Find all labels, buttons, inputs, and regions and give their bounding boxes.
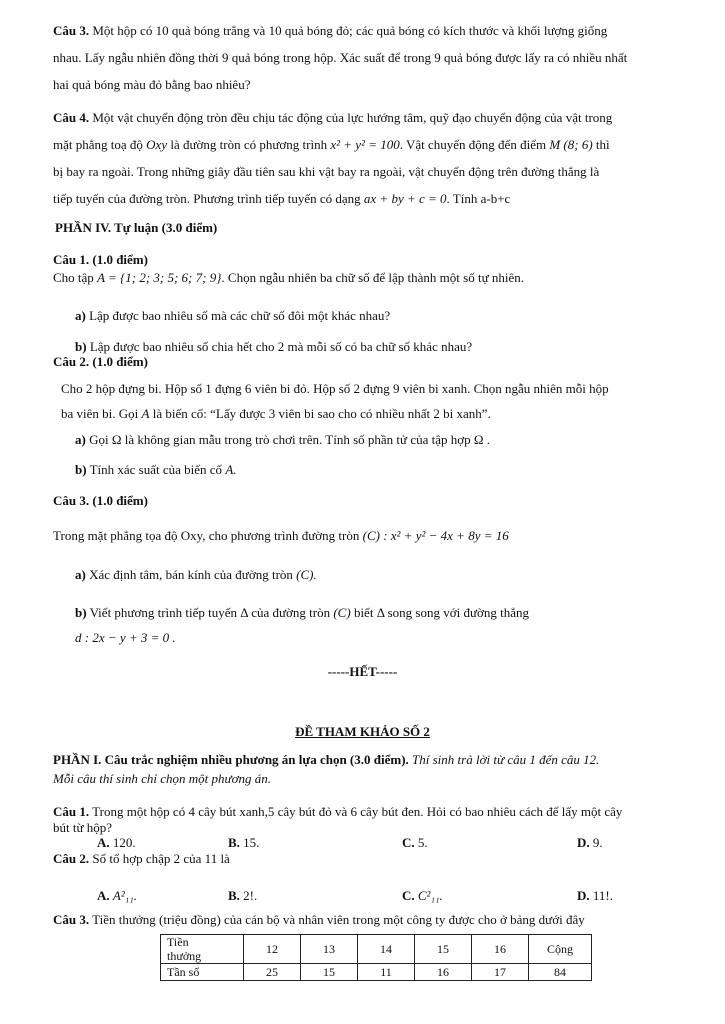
part-4-question-3-line-1: Trong mặt phẳng tọa độ Oxy, cho phương trình đường tròn (C) : x² + y² − 4x + 8y = 16: [53, 528, 509, 543]
exam-2-question-1-option-b: B. 15.: [228, 835, 260, 850]
exam-2-question-1-option-c: C. 5.: [402, 835, 428, 850]
table-row: [161, 964, 592, 981]
part-4-question-2-a: a) Gọi Ω là không gian mẫu trong trò chơi trên. Tính số phần tử của tập hợp Ω .: [75, 432, 491, 447]
part-4-question-3-title: Câu 3. (1.0 điểm): [53, 493, 148, 508]
exam-2-question-2-line: Câu 2. Số tổ hợp chập 2 của 11 là: [53, 851, 230, 866]
part-4-question-1-title: Câu 1. (1.0 điểm): [53, 252, 148, 267]
part-4-question-2-b: b) Tính xác suất của biến cố A.: [75, 462, 237, 477]
question-3-line-2: nhau. Lấy ngẫu nhiên đồng thời 9 quả bóng trong hộp. Xác suất để trong 9 quả bóng được lấy ra có nhiều nhất: [53, 50, 628, 65]
table-header-bonus: Tiền thưởng: [161, 935, 244, 964]
table-cell: 14: [358, 935, 415, 964]
exam-2-question-2-option-a: A. A²₁₁.: [97, 888, 138, 903]
exam-2-question-2-option-c: C. C²₁₁.: [402, 888, 443, 903]
question-3-line-3: hai quả bóng màu đỏ bằng bao nhiêu?: [53, 77, 251, 92]
question-4-line-2: mặt phẳng toạ độ Oxy là đường tròn có phương trình x² + y² = 100. Vật chuyển động đến điểm M (8; 6) thì: [53, 137, 610, 152]
table-row: [161, 935, 592, 964]
table-cell: 13: [301, 935, 358, 964]
table-cell: 84: [529, 964, 592, 981]
exam-2-question-1-option-d: D. 9.: [577, 835, 603, 850]
exam-2-part-1-note: Mỗi câu thí sinh chỉ chọn một phương án.: [53, 771, 272, 786]
question-3-line-1: Câu 3. Một hộp có 10 quả bóng trắng và 10 quả bóng đỏ; các quả bóng có kích thước và khối lượng giống: [53, 23, 608, 38]
question-4-line-1: Câu 4. Một vật chuyển động tròn đều chịu tác động của lực hướng tâm, quỹ đạo chuyển động của vật trong: [53, 110, 613, 125]
part-4-question-1-line-1: Cho tập A = {1; 2; 3; 5; 6; 7; 9}. Chọn ngẫu nhiên ba chữ số để lập thành một số tự nhiên.: [53, 270, 524, 285]
exam-2-question-2-option-d: D. 11!.: [577, 888, 613, 903]
question-4-line-3: bị bay ra ngoài. Trong những giây đầu tiên sau khi vật bay ra ngoài, vật chuyển động trên đường thẳng là: [53, 164, 600, 179]
part-4-question-2-line-1: Cho 2 hộp đựng bi. Hộp số 1 đựng 6 viên bi đỏ. Hộp số 2 đựng 9 viên bi xanh. Chọn ngẫu nhiên mỗi hộp: [61, 381, 609, 396]
part-4-question-3-b: b) Viết phương trình tiếp tuyến Δ của đường tròn (C) biết Δ song song với đường thẳng: [75, 605, 530, 620]
exam-2-question-3-line: Câu 3. Tiền thưởng (triệu đồng) của cán bộ và nhân viên trong một công ty được cho ở bảng dưới đây: [53, 912, 585, 927]
question-4-line-4: tiếp tuyến của đường tròn. Phương trình tiếp tuyến có dạng ax + by + c = 0. Tính a-b+c: [53, 191, 511, 206]
part-4-question-3-b-line-2: d : 2x − y + 3 = 0 .: [75, 630, 176, 645]
exam-2-title: ĐỀ THAM KHẢO SỐ 2: [295, 724, 430, 739]
end-marker: -----HẾT-----: [327, 664, 398, 679]
table-cell: 17: [472, 964, 529, 981]
exam-2-question-2-option-b: B. 2!.: [228, 888, 258, 903]
table-cell: 16: [415, 964, 472, 981]
part-4-question-1-b: b) Lập được bao nhiêu số chia hết cho 2 mà mỗi số có ba chữ số khác nhau?: [75, 339, 473, 354]
table-cell: 12: [244, 935, 301, 964]
table-cell: 16: [472, 935, 529, 964]
table-cell: 15: [415, 935, 472, 964]
table-cell: Cộng: [529, 935, 592, 964]
exam-2-question-1-line-2: bút từ hộp?: [53, 820, 113, 835]
exam-2-question-1-option-a: A. 120.: [97, 835, 136, 850]
part-4-question-2-title: Câu 2. (1.0 điểm): [53, 354, 148, 369]
bonus-frequency-table: [160, 934, 592, 981]
part-4-question-2-line-2: ba viên bi. Gọi A là biến cố: “Lấy được 3 viên bi sao cho có nhiều nhất 2 bi xanh”.: [61, 406, 491, 421]
part-4-question-1-a: a) Lập được bao nhiêu số mà các chữ số đôi một khác nhau?: [75, 308, 391, 323]
table-cell: 25: [244, 964, 301, 981]
table-cell: 15: [301, 964, 358, 981]
part-4-title: PHẦN IV. Tự luận (3.0 điểm): [55, 220, 218, 235]
table-header-frequency: Tần số: [161, 964, 244, 981]
exam-2-question-1-line-1: Câu 1. Trong một hộp có 4 cây bút xanh,5 cây bút đỏ và 6 cây bút đen. Hỏi có bao nhiêu cách để lấy một cây: [53, 804, 623, 819]
table-cell: 11: [358, 964, 415, 981]
part-4-question-3-a: a) Xác định tâm, bán kính của đường tròn (C).: [75, 567, 317, 582]
exam-2-part-1-header: PHẦN I. Câu trắc nghiệm nhiều phương án lựa chọn (3.0 điểm). Thí sinh trả lời từ câu 1 đến câu 12.: [53, 752, 600, 767]
